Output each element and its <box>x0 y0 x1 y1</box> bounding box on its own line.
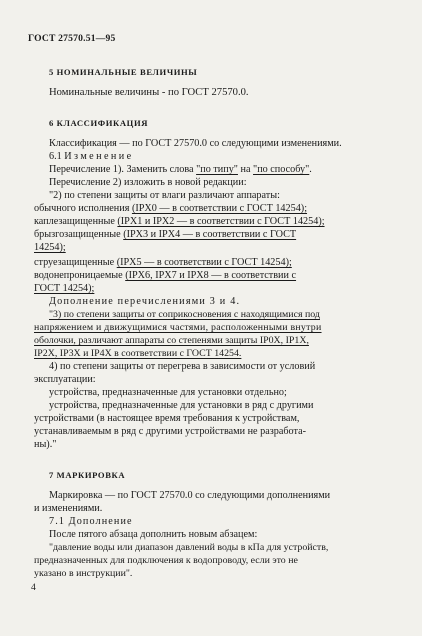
section-6-line: ны)." <box>34 439 57 450</box>
text-fragment: брызгозащищенные <box>34 229 124 240</box>
underlined-text: (IPX6, IPX7 и IPX8 — в соответствии с <box>125 270 297 281</box>
section-5-text: Номинальные величины - по ГОСТ 27570.0. <box>49 87 249 98</box>
section-7-line: и изменениями. <box>34 503 103 514</box>
section-6-line <box>34 228 296 241</box>
section-6-line <box>34 256 292 269</box>
section-6-line: Классификация — по ГОСТ 27570.0 со следующими изменениями. <box>49 138 342 149</box>
section-7-line: указано в инструкции". <box>34 568 133 579</box>
section-7-line: После пятого абзаца дополнить новым абзацем: <box>49 529 258 540</box>
section-6-line: 4) по степени защиты от перегрева в зависимости от условий <box>49 361 316 372</box>
underlined-text: "по способу" <box>253 164 310 175</box>
section-6-line: Дополнение перечислениями 3 и 4. <box>49 296 241 307</box>
section-6-line: 14254); <box>34 242 66 253</box>
section-6-line: оболочки, различают аппараты со степенями защиты IP0X, IP1X, <box>34 335 309 346</box>
text-fragment: струезащищенные <box>34 257 117 268</box>
section-6-line <box>49 163 312 176</box>
section-7-line: "давление воды или диапазон давлений воды в кПа для устройств, <box>49 542 329 553</box>
document-header: ГОСТ 27570.51—95 <box>28 33 116 44</box>
section-6-line: 6.1 Изменение <box>49 151 134 162</box>
section-6-line <box>34 202 307 215</box>
section-7-line: 7.1 Дополнение <box>49 516 133 527</box>
section-6-line: Перечисление 2) изложить в новой редакции: <box>49 177 247 188</box>
section-6-line: ГОСТ 14254); <box>34 283 95 294</box>
section-7-line: Маркировка — по ГОСТ 27570.0 со следующими дополнениями <box>49 490 331 501</box>
text-fragment: каплезащищенные <box>34 216 118 227</box>
page-number: 4 <box>31 582 36 593</box>
section-7-line: предназначенных для подключения к водопроводу, если это не <box>34 555 298 566</box>
section-6-line: устройства, предназначенные для установки отдельно; <box>49 387 287 398</box>
text-fragment: . <box>309 164 312 175</box>
underlined-text: (IPX1 и IPX2 — в соответствии с ГОСТ 14254); <box>117 216 325 227</box>
section-6-line: напряжением и движущимися частями, расположенными внутри <box>34 322 322 333</box>
text-fragment: Перечисление 1). Заменить слова <box>49 164 197 175</box>
section-5-title: 5 НОМИНАЛЬНЫЕ ВЕЛИЧИНЫ <box>49 67 198 77</box>
section-7-title: 7 МАРКИРОВКА <box>49 470 126 480</box>
section-6-line: "2) по степени защиты от влаги различают аппараты: <box>49 190 280 201</box>
section-6-line: устанавливаемым в ряд с другими устройствами не разработа- <box>34 426 307 437</box>
underlined-text: "по типу" <box>196 164 238 175</box>
underlined-text: (IPX3 и IPX4 — в соответствии с ГОСТ <box>123 229 297 240</box>
section-6-line <box>34 269 296 282</box>
underlined-text: (IPX0 — в соответствии с ГОСТ 14254); <box>131 203 308 214</box>
text-fragment: обычного исполнения <box>34 203 132 214</box>
section-6-line: эксплуатации: <box>34 374 96 385</box>
section-6-line: "3) по степени защиты от соприкосновения с находящимися под <box>49 309 320 320</box>
underlined-text: (IPX5 — в соответствии с ГОСТ 14254); <box>116 257 292 268</box>
section-6-line: устройствами (в настоящее время требования к устройствам, <box>34 413 300 424</box>
section-6-line: IP2X, IP3X и IP4X в соответствии с ГОСТ 14254. <box>34 348 242 359</box>
section-6-line <box>34 215 325 228</box>
text-fragment: водонепроницаемые <box>34 270 126 281</box>
spaced-heading: Изменение <box>64 151 134 162</box>
text-fragment: на <box>237 164 254 175</box>
section-6-line: устройства, предназначенные для установки в ряд с другими <box>49 400 314 411</box>
section-6-title: 6 КЛАССИФИКАЦИЯ <box>49 118 149 128</box>
